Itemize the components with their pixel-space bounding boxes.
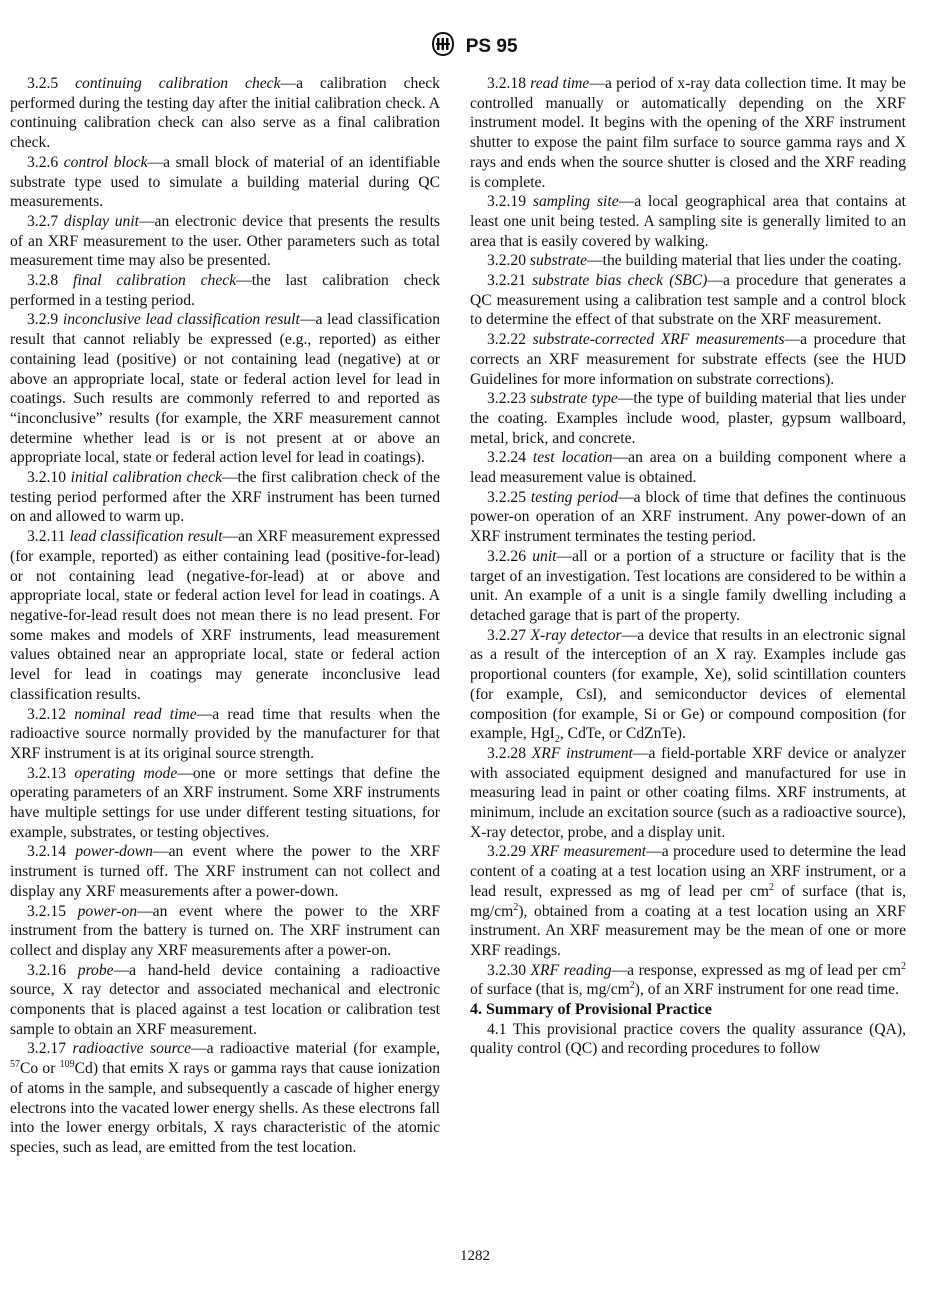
- definition-3-2-20: 3.2.20 substrate—the building material that lies under the coating.: [487, 252, 902, 270]
- document-code: PS 95: [465, 36, 518, 57]
- right-column: [470, 74, 906, 1059]
- page-number: 1282: [460, 1248, 490, 1264]
- definition-3-2-11: 3.2.11 lead classification result—an XRF measurement expressed (for example, reported) as either containing lead (positive-for-lead) or not containing lead (negative-for-lead) at or above and appropriate local, state or federal action level for lead in coatings. A negative-for-lead result does not mean there is no lead present. For some makes and models of XRF instruments, lead measurement values obtained near an appropriate local, state or federal action level for lead in coatings may generate inconclusive lead classification results.: [10, 528, 440, 703]
- definition-3-2-14: 3.2.14 power-down—an event where the power to the XRF instrument is turned off. The XRF instrument can not collect and display any XRF measurements after a power-down.: [10, 843, 440, 900]
- definition-3-2-16: 3.2.16 probe—a hand-held device containing a radioactive source, X ray detector and associated mechanical and electronic components that is placed against a test location or calibration test sample to obtain an XRF measurement.: [10, 961, 441, 1038]
- definition-3-2-17: 3.2.17 radioactive source—a radioactive material (for example, $^{57}$Co or $^{109}$Cd) that emits X rays or gamma rays that cause ionization of atoms in the sample, and subsequently a cascade of higher energy electrons into the vacated lower energy shells. As these electrons fall into the lower energy orbitals, X rays characteristic of the atomic species, such as lead, are emitted from the test location.: [10, 1040, 440, 1156]
- definition-3-2-25: 3.2.25 testing period—a block of time that defines the continuous power-on operation of an XRF instrument. Any power-down of an XRF instrument terminates the testing period.: [470, 488, 906, 546]
- definition-3-2-19: 3.2.19 sampling site—a local geographical area that contains at least one unit being tested. A sampling site is generally limited to an area that is easily covered by walking.: [470, 193, 906, 250]
- definition-3-2-30: 3.2.30 XRF reading—a response, expressed as mg of lead per $cm^2$ of surface (that is, $mg/cm^2$), of an XRF instrument for one read time.: [470, 960, 906, 999]
- definition-3-2-13: 3.2.13 operating mode—one or more settings that define the operating parameters of an XRF instrument. Some XRF instruments have multiple settings for use under different testing situations, for example, substrates, or testing objectives.: [10, 764, 440, 841]
- definition-3-2-21: 3.2.21 substrate bias check (SBC)—a procedure that generates a QC measurement using a calibration test sample and a control block to determine the effect of that substrate on the XRF measurement.: [470, 272, 906, 329]
- definition-3-2-18: 3.2.18 read time—a period of x-ray data collection time. It may be controlled manually or automatically depending on the XRF instrument model. It begins with the opening of the XRF instrument shutter to expose the paint film surface to source gamma rays and X rays and ends when the source shutter is closed and the XRF reading is complete.: [470, 75, 906, 191]
- page-header: [0, 32, 950, 62]
- definition-3-2-8: 3.2.8 final calibration check—the last calibration check performed in a testing period.: [10, 272, 440, 309]
- definition-3-2-9: 3.2.9 inconclusive lead classification result—a lead classification result that cannot reliably be expressed (e.g., reported) as either containing lead (positive) or not containing lead (negative) at or above an appropriate local, state or federal action level for lead in coatings. Such results are commonly referred to and reported as “inconclusive” results (for example, the XRF measurement cannot determine whether lead is or is not present at or above an appropriate local, state or federal action level for lead in coatings).: [10, 311, 440, 467]
- definition-3-2-24: 3.2.24 test location—an area on a building component where a lead measurement value is obtained.: [470, 449, 906, 487]
- definition-3-2-10: 3.2.10 initial calibration check—the first calibration check of the testing period performed after the XRF instrument has been turned on and allowed to warm up.: [10, 469, 440, 526]
- section-4-heading: 4. Summary of Provisional Practice: [470, 1001, 712, 1019]
- left-column: [10, 74, 440, 1158]
- definition-3-2-23: 3.2.23 substrate type—the type of building material that lies under the coating. Examples include wood, plaster, gypsum wallboard, metal, brick, and concrete.: [470, 390, 906, 447]
- definition-3-2-22: 3.2.22 substrate-corrected XRF measurements—a procedure that corrects an XRF measurement for substrate effects (see the HUD Guidelines for more information on substrate corrections).: [470, 331, 906, 388]
- definition-3-2-28: 3.2.28 XRF instrument—a field-portable XRF device or analyzer with associated equipment designed and manufactured for use in measuring lead in paint or other coating films. XRF instruments, at minimum, include an excitation source (such as a radioactive source), X-ray detector, probe, and a display unit.: [470, 744, 906, 841]
- paragraph-4-1: 4.1 This provisional practice covers the quality assurance (QA), quality control (QC) and recording procedures to follow: [470, 1020, 906, 1058]
- definition-3-2-5: 3.2.5 continuing calibration check—a calibration check performed during the testing day after the initial calibration check. A continuing calibration check can also serve as a final calibration check.: [10, 75, 440, 152]
- definition-3-2-15: 3.2.15 power-on—an event where the power to the XRF instrument from the battery is turned on. The XRF instrument can collect and display any XRF measurements after a power-on.: [10, 902, 440, 959]
- definition-3-2-29: 3.2.29 XRF measurement—a procedure used to determine the lead content of a coating at a test location using an XRF instrument, or a lead result, expressed as mg of lead per $cm^2$ of surface (that is, $mg/cm^2$), obtained from a coating at a test location using an XRF instrument. An XRF measurement may be the mean of one or more XRF readings.: [470, 843, 906, 959]
- definition-3-2-7: 3.2.7 display unit—an electronic device that presents the results of an XRF measurement to the user. Other parameters such as total measurement time may also be presented.: [10, 212, 441, 270]
- definition-3-2-6: 3.2.6 control block—a small block of material of an identifiable substrate type used to simulate a building material during QC measurements.: [10, 153, 440, 211]
- definition-3-2-27: 3.2.27 X-ray detector—a device that results in an electronic signal as a result of the interception of an X ray. Examples include gas proportional counters (for example, Xe), solid scintillation counters (for example, CsI), and semiconductor devices of elemental composition (for example, Si or Ge) or compound composition (for example, HgI$_2$, CdTe, or CdZnTe).: [470, 626, 907, 746]
- definition-3-2-12: 3.2.12 nominal read time—a read time that results when the radioactive source normally provided by the manufacturer for that XRF instrument is at its original source strength.: [10, 705, 440, 762]
- definition-3-2-26: 3.2.26 unit—all or a portion of a structure or facility that is the target of an investigation. Test locations are considered to be within a unit. An example of a unit is a single family dwelling including a detached garage that is part of the property.: [470, 547, 906, 624]
- astm-logo-icon: [432, 32, 454, 62]
